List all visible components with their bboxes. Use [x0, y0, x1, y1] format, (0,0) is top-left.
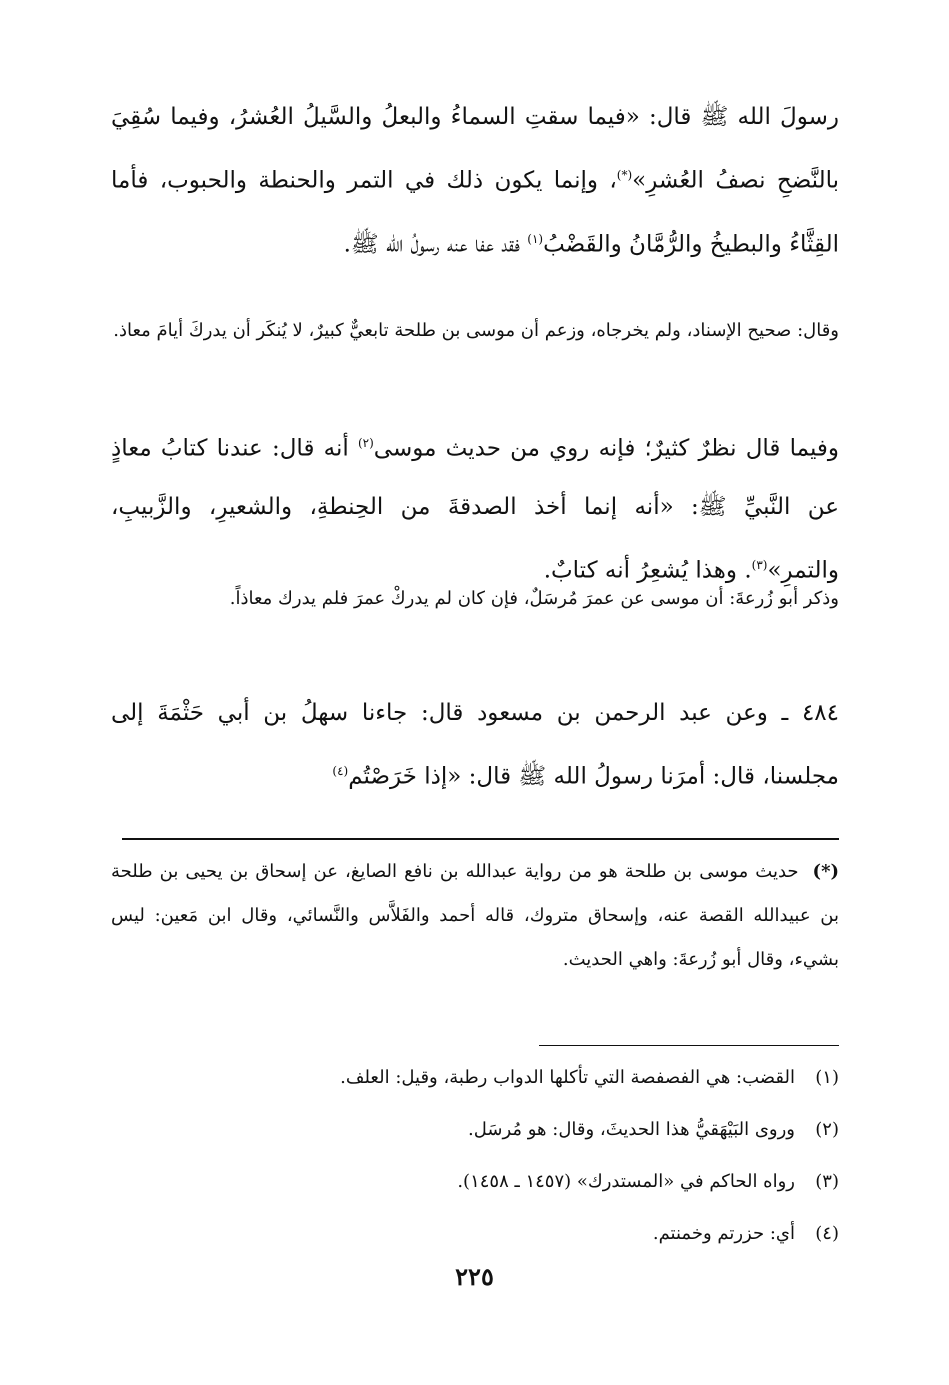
footnote-number: (٢) [815, 1119, 839, 1140]
footnote-short-divider [539, 1045, 839, 1046]
main-paragraph-2 [111, 414, 839, 599]
paragraph-text: ٤٨٤ ـ وعن عبد الرحمن بن مسعود قال: جاءنا سهلُ بن أبي حَثْمَةَ إلى مجلسنا، قال: أمرَنا رسولُ الله ﷺ قال: «إذا خَرَصْتُم [111, 700, 839, 790]
footnote-ref-2: (٢) [357, 436, 374, 450]
footnote-divider [122, 838, 839, 840]
paragraph-text: وذكر أبو زُرعةَ: أن موسى عن عمرَ مُرسَلٌ، فإن كان لم يدركْ عمرَ فلم يدرك معاذاً. [229, 588, 839, 609]
footnote-item [111, 1052, 839, 1104]
note-marker: (*) [812, 861, 839, 882]
editor-note [111, 850, 839, 982]
paragraph-text: وقال: صحيح الإسناد، ولم يخرجاه، وزعم أن موسى بن طلحة تابعيٌّ كبيرٌ، لا يُنكَر أن يدركَ أيامَ معاذ. [113, 320, 839, 341]
footnotes-list [111, 1052, 839, 1260]
footnote-text: أي: حزرتم وخمنتم. [652, 1223, 795, 1244]
footnote-ref-1: (١) [527, 231, 544, 246]
commentary-paragraph-2 [111, 578, 839, 620]
footnote-text: رواه الحاكم في «المستدرك» (١٤٥٧ ـ ١٤٥٨). [457, 1171, 795, 1192]
footnote-ref-star: (*) [616, 168, 633, 182]
page-number: ٢٢٥ [455, 1262, 494, 1291]
note-text: حديث موسى بن طلحة هو من رواية عبدالله بن نافع الصايغ، عن إسحاق بن يحيى بن طلحة بن عبيدالله القصة عنه، وإسحاق متروك، قاله أحمد والفَلاَّس والنَّسائي، وقال ابن مَعين: ليس بشيء، وقال أبو زُرعةَ: واهي الحديث. [111, 861, 839, 970]
footnote-number: (٤) [815, 1223, 839, 1244]
commentary-paragraph-1 [111, 310, 839, 352]
footnote-item [111, 1104, 839, 1156]
main-paragraph-3 [111, 684, 839, 806]
footnote-item [111, 1208, 839, 1260]
footnote-number: (٣) [815, 1171, 839, 1192]
footnote-ref-4: (٤) [332, 764, 349, 778]
footnote-number: (١) [815, 1067, 839, 1088]
footnote-text: وروى البَيْهَقيُّ هذا الحديثَ، وقال: هو مُرسَل. [468, 1119, 795, 1140]
paragraph-text: . وهذا يُشعِرُ أنه كتابٌ. [543, 557, 752, 584]
main-paragraph-1 [111, 88, 839, 273]
paragraph-text: أنه قال: عندنا كتابُ معاذٍ عن النَّبيِّ ﷺ: «أنه إنما أخذ الصدقةَ من الحِنطةِ، والشعيرِ، والزَّبيبِ، والتمرِ» [111, 435, 839, 584]
paragraph-text: وفيما قال نظرٌ كثيرٌ؛ فإنه روي من حديث موسى [373, 435, 839, 462]
footnote-item [111, 1156, 839, 1208]
footnote-text: القضب: هي الفصفصة التي تأكلها الدواب رطبة، وقيل: العلف. [340, 1067, 795, 1088]
paragraph-text: ، وإنما يكون ذلك في التمر والحنطة والحبوب، فأما القِثَّاءُ والبطيخُ والرُّمَّانُ والقَضْبُ [111, 167, 839, 258]
footnote-ref-3: (٣) [751, 557, 768, 572]
paragraph-text: فقد عفا عنه رسولُ الله ﷺ. [343, 231, 528, 258]
paragraph-text: رسولَ الله ﷺ قال: «فيما سقتِ السماءُ والبعلُ والسَّيلُ العُشرُ، وفيما سُقِيَ بالنَّضحِ نصفُ العُشرِ» [111, 104, 840, 194]
